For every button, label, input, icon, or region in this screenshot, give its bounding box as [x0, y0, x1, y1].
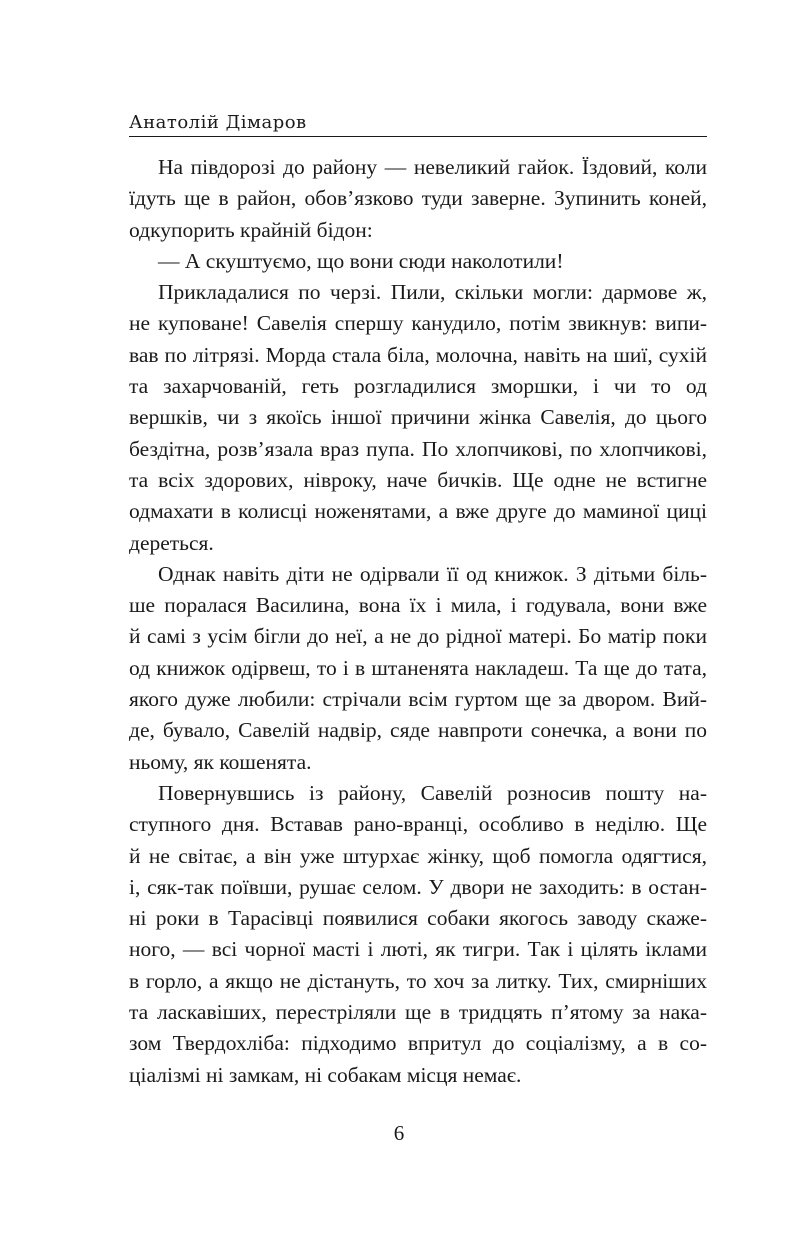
- text-line: де, бувало, Савелій надвір, сяде навпроти сонечка, а вони по: [129, 718, 707, 743]
- text-line: та ласкавіших, перестріляли ще в тридцять п’ятому за нака-: [129, 1000, 707, 1025]
- text-line: одкупорить крайній бідон:: [129, 217, 373, 242]
- text-line: та захарчованій, геть розгладилися зморшки, і чи то од: [129, 374, 707, 399]
- text-line: зом Твердохліба: підходимо впритул до соціалізму, а в со-: [129, 1031, 707, 1056]
- text-line: якого дуже любили: стрічали всім гуртом ще за двором. Вий-: [129, 687, 707, 712]
- text-line: дереться.: [129, 530, 214, 555]
- text-line: Повернувшись із району, Савелій розносив пошту на-: [158, 780, 707, 805]
- text-line: вав по літрязі. Морда стала біла, молочна, навіть на шиї, сухій: [129, 342, 707, 367]
- text-line: й не світає, а він уже штурхає жінку, щоб помогла одягтися,: [129, 843, 707, 868]
- text-line: ціалізмі ні замкам, ні собакам місця немає.: [129, 1062, 522, 1087]
- text-line: бездітна, розв’язала враз пупа. По хлопчикові, по хлопчикові,: [129, 436, 707, 461]
- text-line: На півдорозі до району — невеликий гайок. Їздовий, коли: [158, 155, 707, 179]
- text-line: й самі з усім бігли до неї, а не до рідної матері. Бо матір поки: [129, 624, 707, 649]
- text-line: ного, — всі чорної масті і люті, як тигри. Так і цілять іклами: [129, 937, 707, 962]
- text-line: та всіх здорових, нівроку, наче бичків. Ще одне не встигне: [129, 467, 707, 492]
- paragraph: [129, 559, 707, 778]
- text-line: од книжок одірвеш, то і в штаненята накладеш. Та ще до тата,: [129, 655, 707, 680]
- text-line: ні роки в Тарасівці появилися собаки якогось заводу скаже-: [129, 906, 707, 931]
- text-line: — А скуштуємо, що вони сюди наколотили!: [158, 248, 564, 273]
- paragraph: [129, 246, 707, 277]
- text-line: ньому, як кошенята.: [129, 749, 312, 774]
- page-number: 6: [393, 1121, 405, 1145]
- text-line: не куповане! Савелія спершу канудило, потім звикнув: випи-: [129, 311, 707, 336]
- running-header: [129, 108, 707, 137]
- text-line: Прикладалися по черзі. Пили, скільки могли: дармове ж,: [158, 280, 707, 305]
- running-header-author: Анатолій Дімаров: [129, 112, 307, 133]
- text-line: в горло, а якщо не дістануть, то хоч за литку. Тих, смирніших: [129, 968, 707, 993]
- paragraph: [129, 778, 707, 1091]
- paragraph: [129, 277, 707, 559]
- text-line: ступного дня. Вставав рано-вранці, особливо в неділю. Ще: [129, 812, 707, 837]
- text-line: їдуть ще в район, обов’язково туди заверне. Зупинить коней,: [129, 186, 707, 211]
- paragraph: [129, 152, 707, 246]
- text-line: і, сяк-так поївши, рушає селом. У двори не заходить: в остан-: [129, 874, 707, 899]
- text-line: ше поралася Василина, вона їх і мила, і годувала, вони вже: [129, 593, 707, 618]
- body-text: [129, 152, 707, 1091]
- text-line: вершків, чи з якоїсь іншої причини жінка Савелія, до цього: [129, 405, 707, 430]
- text-line: одмахати в колисці ноженятами, а вже друге до маминої циці: [129, 499, 707, 524]
- text-line: Однак навіть діти не одірвали її од книжок. З дітьми біль-: [158, 561, 707, 586]
